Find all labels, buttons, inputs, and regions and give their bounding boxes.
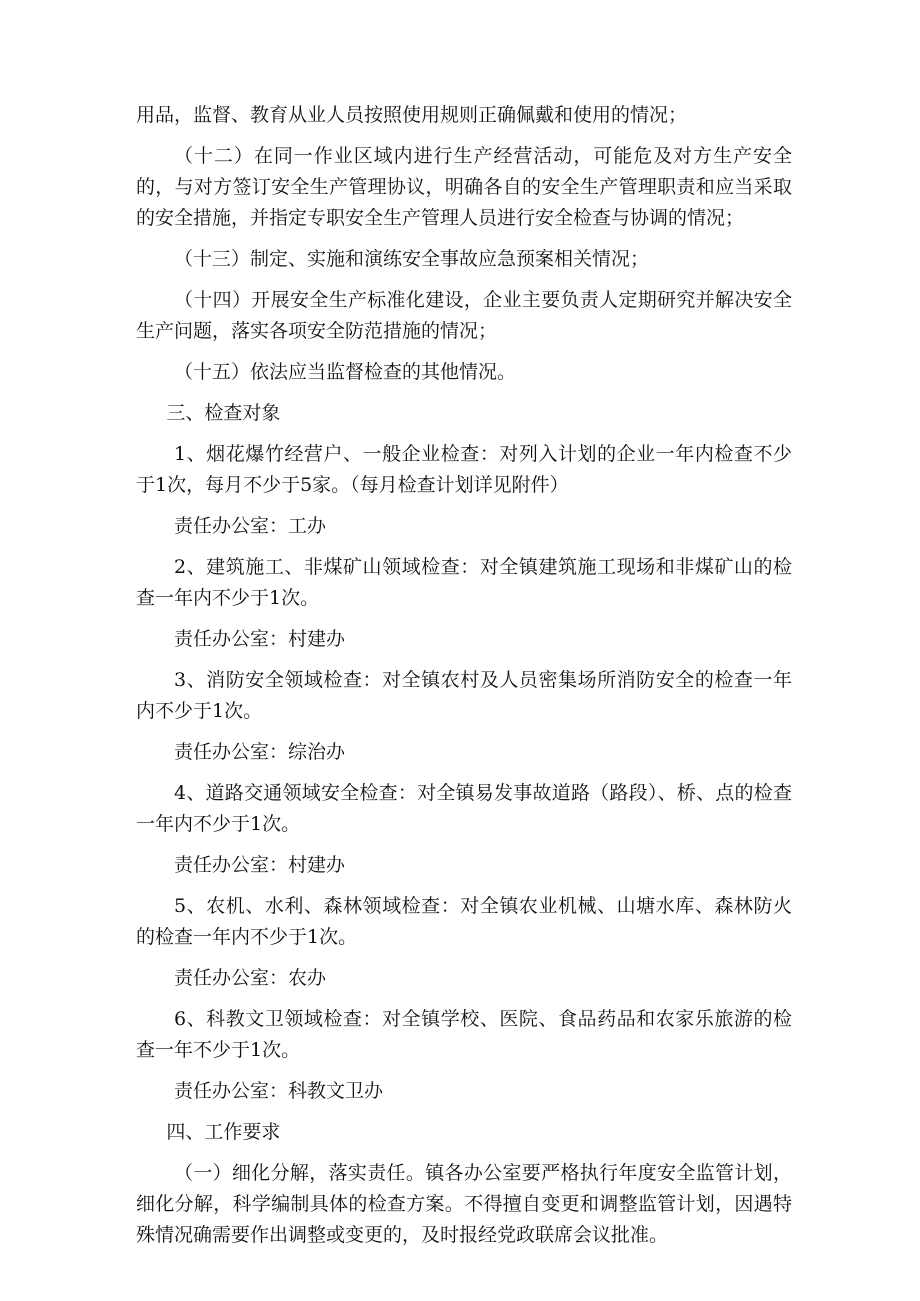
inspection-item-5: 5、农机、水利、森林领域检查：对全镇农业机械、山塘水库、森林防火的检查一年内不少于1次。 bbox=[136, 895, 792, 948]
section-heading-work-requirements: 四、工作要求 bbox=[166, 1121, 281, 1143]
paragraph-3: （十三）制定、实施和演练安全事故应急预案相关情况； bbox=[174, 248, 650, 270]
responsible-office-4: 责任办公室：村建办 bbox=[174, 854, 346, 876]
paragraph-1: 用品，监督、教育从业人员按照使用规则正确佩戴和使用的情况； bbox=[136, 104, 688, 126]
paragraph-4: （十四）开展安全生产标准化建设，企业主要负责人定期研究并解决安全生产问题，落实各项安全防范措施的情况； bbox=[136, 289, 792, 342]
responsible-office-3: 责任办公室：综治办 bbox=[174, 741, 346, 763]
inspection-item-4: 4、道路交通领域安全检查：对全镇易发事故道路（路段）、桥、点的检查一年内不少于1次。 bbox=[136, 782, 792, 835]
inspection-item-2: 2、建筑施工、非煤矿山领域检查：对全镇建筑施工现场和非煤矿山的检查一年内不少于1次。 bbox=[136, 556, 792, 609]
section-heading-inspection-targets: 三、检查对象 bbox=[166, 402, 281, 424]
document-body bbox=[136, 100, 792, 1261]
requirement-1: （一）细化分解，落实责任。镇各办公室要严格执行年度安全监管计划，细化分解，科学编制具体的检查方案。不得擅自变更和调整监管计划，因遇特殊情况确需要作出调整或变更的，及时报经党政联席会议批准。 bbox=[136, 1162, 792, 1246]
responsible-office-5: 责任办公室：农办 bbox=[174, 967, 327, 989]
inspection-item-1: 1、烟花爆竹经营户、一般企业检查：对列入计划的企业一年内检查不少于1次，每月不少于5家。（每月检查计划详见附件） bbox=[136, 443, 792, 496]
responsible-office-6: 责任办公室：科教文卫办 bbox=[174, 1080, 384, 1102]
responsible-office-2: 责任办公室：村建办 bbox=[174, 628, 346, 650]
inspection-item-3: 3、消防安全领域检查：对全镇农村及人员密集场所消防安全的检查一年内不少于1次。 bbox=[136, 669, 792, 722]
inspection-item-6: 6、科教文卫领域检查：对全镇学校、医院、食品药品和农家乐旅游的检查一年不少于1次。 bbox=[136, 1008, 792, 1061]
paragraph-2: （十二）在同一作业区域内进行生产经营活动，可能危及对方生产安全的，与对方签订安全生产管理协议，明确各自的安全生产管理职责和应当采取的安全措施，并指定专职安全生产管理人员进行安全检查与协调的情况； bbox=[136, 145, 792, 229]
paragraph-5: （十五）依法应当监督检查的其他情况。 bbox=[174, 361, 517, 383]
responsible-office-1: 责任办公室：工办 bbox=[174, 515, 327, 537]
